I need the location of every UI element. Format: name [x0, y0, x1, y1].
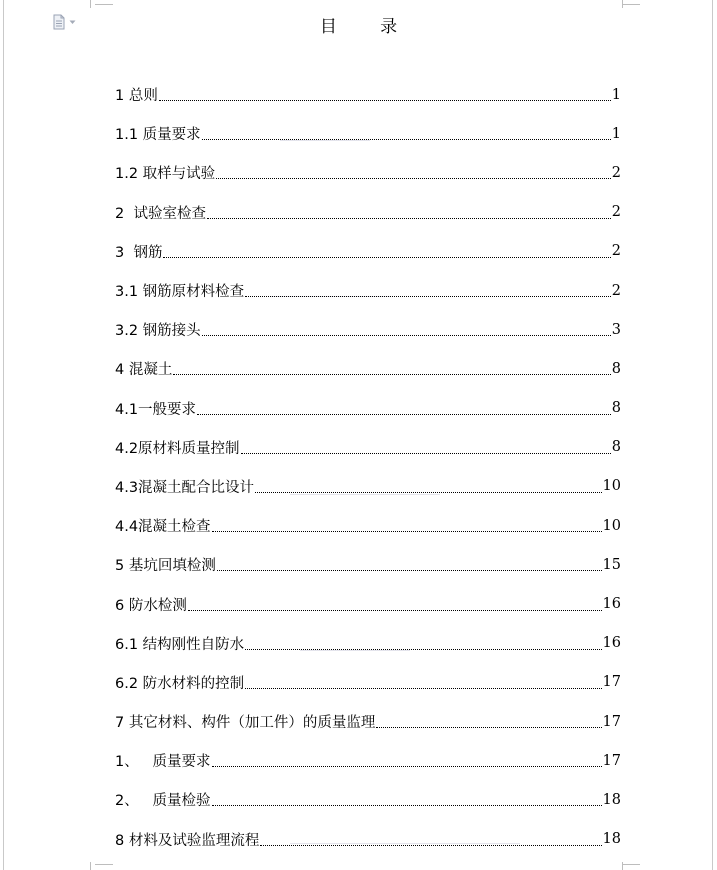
toc-entry[interactable] — [115, 349, 621, 388]
toc-leader-dots — [216, 168, 611, 179]
toc-entry[interactable] — [115, 193, 621, 232]
toc-entry[interactable] — [115, 114, 621, 153]
crop-mark-bottom-left — [90, 862, 91, 870]
toc-entry-label: 2、 质量检验 — [115, 793, 211, 810]
crop-mark-bottom-left-h — [95, 864, 113, 865]
toc-entry-page: 17 — [602, 713, 621, 730]
toc-leader-dots — [245, 639, 601, 650]
toc-entry-label: 1.1 质量要求 — [115, 127, 201, 144]
toc-entry-page: 2 — [611, 204, 621, 221]
toc-entry[interactable] — [115, 545, 621, 584]
toc-entry[interactable] — [115, 624, 621, 663]
toc-entry[interactable] — [115, 741, 621, 780]
page-right-edge — [712, 0, 713, 870]
crop-mark-top-right-h — [622, 4, 640, 5]
toc-entry-page: 16 — [602, 635, 621, 652]
toc-leader-dots — [245, 678, 601, 689]
toc-entry-page: 1 — [611, 86, 621, 103]
toc-entry[interactable] — [115, 820, 621, 859]
toc-entry[interactable] — [115, 153, 621, 192]
toc-leader-dots — [212, 795, 602, 806]
toc-entry-label: 4.4混凝土检查 — [115, 519, 211, 536]
toc-leader-dots — [255, 482, 601, 493]
toc-entry-page: 10 — [602, 478, 621, 495]
toc-entry[interactable] — [115, 702, 621, 741]
toc-leader-dots — [163, 247, 610, 258]
toc-leader-dots — [245, 286, 611, 297]
toc-entry[interactable] — [115, 663, 621, 702]
page-left-edge — [3, 0, 4, 870]
toc-entry[interactable] — [115, 389, 621, 428]
toc-entry[interactable] — [115, 780, 621, 819]
toc-leader-dots — [159, 90, 611, 101]
page-title: 目 录 — [319, 17, 398, 37]
toc-entry[interactable] — [115, 584, 621, 623]
toc-entry-page: 18 — [602, 831, 621, 848]
crop-mark-bottom-right-h — [622, 864, 640, 865]
toc-entry-label: 5 基坑回填检测 — [115, 558, 216, 575]
toc-entry-page: 2 — [611, 164, 621, 181]
toc-leader-dots — [212, 521, 602, 532]
toc-entry-label: 8 材料及试验监理流程 — [115, 832, 260, 849]
toc-entry-page: 16 — [602, 596, 621, 613]
toc-entry-page: 8 — [611, 439, 621, 456]
toc-leader-dots — [260, 835, 601, 846]
toc-entry-label: 3.2 钢筋接头 — [115, 323, 201, 340]
toc-leader-dots — [217, 560, 602, 571]
toc-entry-label: 6.1 结构刚性自防水 — [115, 636, 245, 653]
toc-leader-dots — [212, 756, 602, 767]
toc-entry[interactable] — [115, 467, 621, 506]
toc-entry-page: 15 — [602, 556, 621, 573]
toc-entry[interactable] — [115, 232, 621, 271]
toc-entry[interactable] — [115, 271, 621, 310]
toc-entry[interactable] — [115, 310, 621, 349]
toc-entry-page: 17 — [602, 752, 621, 769]
toc-entry-page: 3 — [611, 321, 621, 338]
crop-mark-top-left-h — [95, 4, 113, 5]
toc-entry-page: 18 — [602, 791, 621, 808]
toc-entry-label: 4.1一般要求 — [115, 401, 197, 418]
toc-entry-label: 1.2 取样与试验 — [115, 166, 216, 183]
crop-mark-top-left — [90, 0, 91, 8]
toc-entry-page: 2 — [611, 243, 621, 260]
toc-entry-label: 6.2 防水材料的控制 — [115, 675, 245, 692]
toc-entry-page: 8 — [611, 400, 621, 417]
toc-leader-dots — [376, 717, 601, 728]
toc-entry-label: 7 其它材料、构件（加工件）的质量监理 — [115, 715, 376, 732]
toc-entry-page: 8 — [611, 360, 621, 377]
toc-leader-dots — [241, 443, 611, 454]
toc-entry-page: 2 — [611, 282, 621, 299]
toc-entry-label: 4.3混凝土配合比设计 — [115, 479, 255, 496]
toc-leader-dots — [197, 404, 611, 415]
toc-leader-dots — [173, 364, 610, 375]
toc-entry-label: 4.2原材料质量控制 — [115, 440, 240, 457]
toc-entry-page: 10 — [602, 517, 621, 534]
toc-entry-label: 6 防水检测 — [115, 597, 187, 614]
toc-entry-label: 3 钢筋 — [115, 244, 163, 261]
toc-entry[interactable] — [115, 428, 621, 467]
toc-entry-page: 17 — [602, 674, 621, 691]
toc-entry-label: 2 试验室检查 — [115, 205, 206, 222]
toc-entry-label: 1、 质量要求 — [115, 754, 211, 771]
toc-leader-dots — [202, 325, 611, 336]
toc-leader-dots — [188, 600, 602, 611]
toc-entry-label: 3.1 钢筋原材料检查 — [115, 284, 245, 301]
toc-entry-page: 1 — [611, 125, 621, 142]
table-of-contents — [115, 75, 621, 859]
toc-leader-dots — [207, 208, 611, 219]
toc-entry[interactable] — [115, 506, 621, 545]
toc-entry-label: 4 混凝土 — [115, 362, 173, 379]
toc-entry[interactable] — [115, 75, 621, 114]
toc-entry-label: 1 总则 — [115, 88, 158, 105]
toc-leader-dots — [202, 129, 611, 140]
